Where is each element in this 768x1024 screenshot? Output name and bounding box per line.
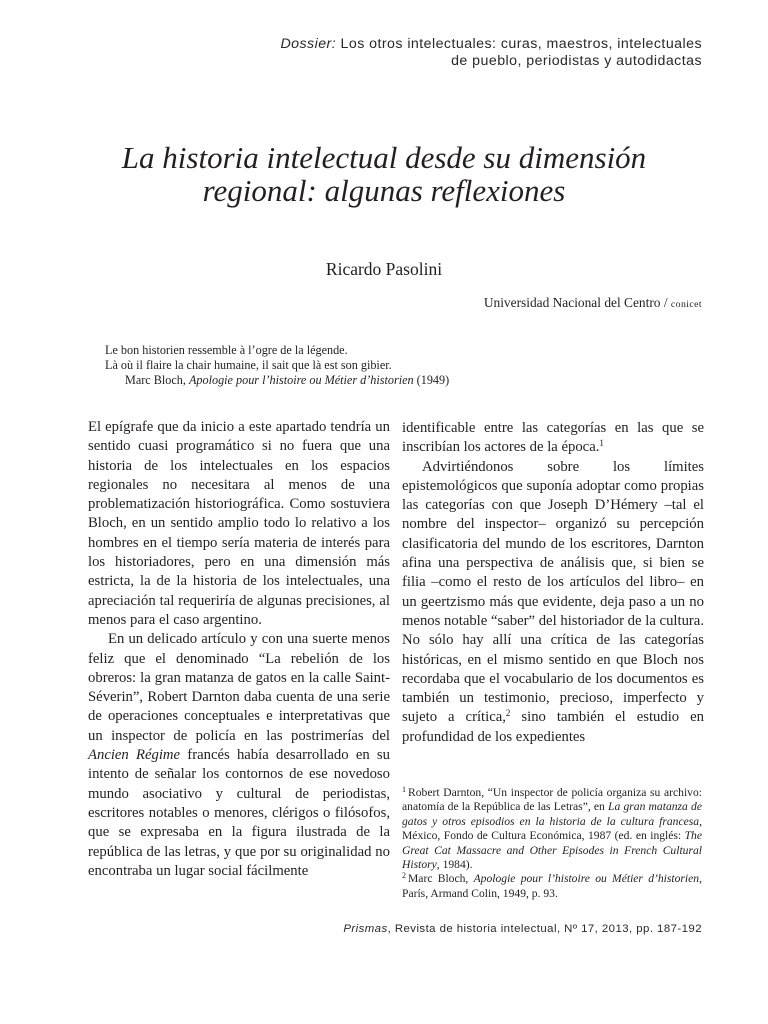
author-name: Ricardo Pasolini — [325, 259, 443, 279]
footnote-number: 1 — [402, 785, 406, 794]
text-run: Advirtiéndonos sobre los límites epistemológicos que suponía adoptar como propias las categorías con que Joseph D’Hémery –tal el nombre del inspector– organizó su percepción clasificatoria del mundo de los escritores, Darnton afina una perspectiva de análisis que, si bien se filia –como el resto de los artículos del libro– en un geertzismo más que evidente, deja paso a un no menos notable “saber” del historiador de la cultura. No sólo hay allí una crítica de las categorías históricas, en el mismo sentido en que Bloch nos recordaba que el vocabulario de los documentos es también un testimonio, precioso, imperfecto y sujeto a crítica, — [402, 458, 704, 726]
footnote-ref: 2 — [505, 708, 511, 719]
text-run: Robert Darnton, “Un inspector de policía organiza su archivo: anatomía de la República de las Letras”, en — [402, 786, 702, 814]
body-paragraph — [88, 630, 390, 881]
text-run: , 1984). — [436, 858, 473, 872]
text-run: , París, Armand Colin, 1949, p. 93. — [402, 872, 702, 900]
footnote-ref: 1 — [599, 438, 604, 449]
epigraph — [105, 343, 625, 388]
body-paragraph — [402, 458, 704, 747]
italic-text: La gran matanza de gatos y otros episodios en la historia de la cultura francesa — [402, 800, 702, 828]
epigraph-line-1: Le bon historien ressemble à l’ogre de la légende. — [105, 343, 348, 357]
text-run: francés había desarrollado en su intento de señalar los contornos de ese novedoso mundo asociativo y cultural de periodistas, escritores notables o menores, clérigos o filósofos, que se expresaba en la figura ilustrada de la república de las letras, y que por su originalidad no encontraba un lugar social fácilmente — [88, 747, 390, 879]
text-run: El epígrafe que da inicio a este apartado tendría un sentido cuasi programático si no fuera que una historia de los intelectuales en los espacios regionales no necesitara al menos de una problematización historiográfica. Como sostuviera Bloch, en un sentido amplio todo lo relativo a los hombres en el tiempo sería materia de interés para los historiadores, pero en una dimensión más estricta, la de la historia de los intelectuales, una apreciación tal requeriría de algunas precisiones, al menos para el caso argentino. — [88, 419, 390, 628]
page-footer-citation — [182, 922, 702, 936]
dossier-line-1 — [182, 36, 702, 53]
epigraph-author: Marc Bloch, — [125, 373, 186, 387]
epigraph-attribution — [105, 373, 625, 388]
italic-text: Apologie pour l’histoire ou Métier d’historien — [473, 872, 700, 886]
text-run: identificable entre las categorías en las que se inscribían los actores de la época. — [402, 420, 704, 456]
affiliation-university: Universidad Nacional del Centro / — [483, 295, 668, 310]
body-column-right — [402, 419, 704, 747]
epigraph-year: (1949) — [416, 373, 450, 387]
footnote — [402, 872, 702, 901]
body-paragraph — [402, 419, 704, 458]
footnotes — [402, 786, 702, 901]
text-run: En un delicado artículo y con una suerte menos feliz que el denominado “La rebelión de los obreros: la gran matanza de gatos en la calle Saint-Séverin”, Robert Darnton daba cuenta de una serie de operaciones conceptuales e interpretativas que un inspector de policía en las postrimerías del — [88, 631, 390, 744]
article-title-line-2: regional: algunas reflexiones — [202, 173, 566, 208]
dossier-header — [182, 36, 702, 70]
footnote-number: 2 — [402, 871, 406, 881]
epigraph-line-2: Là où il flaire la chair humaine, il sait que là est son gibier. — [105, 358, 392, 372]
author-affiliation — [302, 294, 702, 314]
text-run: , México, Fondo de Cultura Económica, 1987 (ed. en inglés: — [402, 814, 702, 843]
italic-text: Ancien Régime — [88, 747, 181, 764]
footnote — [402, 786, 702, 872]
italic-text: The Great Cat Massacre and Other Episodes in French Cultural History — [402, 829, 702, 872]
dossier-line-2: de pueblo, periodistas y autodidactas — [451, 53, 702, 69]
journal-citation: , Revista de historia intelectual, Nº 17, 2013, pp. 187-192 — [387, 923, 702, 935]
text-run: Marc Bloch, — [408, 872, 474, 886]
journal-name: Prismas — [343, 923, 388, 935]
body-paragraph — [88, 418, 390, 630]
body-column-left — [88, 418, 390, 881]
text-run: sino también el estudio en profundidad de los expedientes — [402, 709, 704, 745]
epigraph-work-title: Apologie pour l’histoire ou Métier d’historien — [188, 373, 414, 387]
dossier-topic: Los otros intelectuales: curas, maestros, intelectuales — [340, 36, 702, 52]
article-title — [40, 141, 728, 207]
affiliation-organization: conicet — [670, 299, 702, 310]
article-title-line-1: La historia intelectual desde su dimensión — [121, 140, 647, 175]
dossier-label: Dossier: — [280, 36, 337, 52]
